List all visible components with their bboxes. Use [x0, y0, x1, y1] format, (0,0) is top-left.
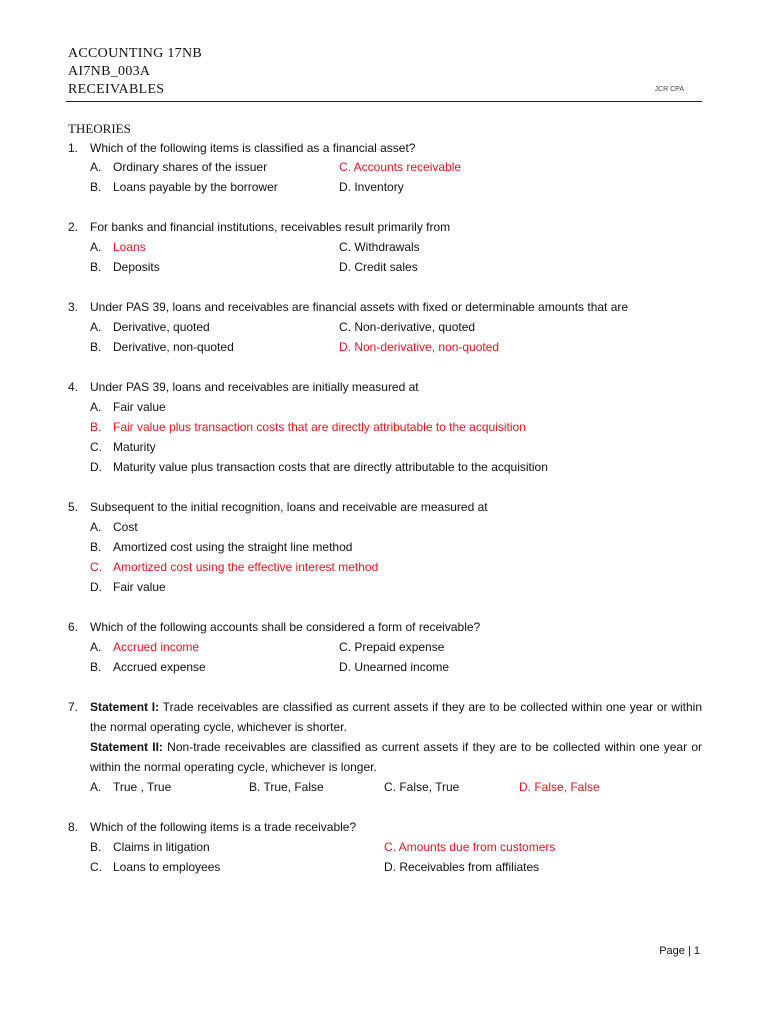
option-d: D. Unearned income	[339, 660, 450, 674]
option-b	[90, 257, 160, 277]
option-a	[90, 157, 267, 177]
question-number: 3.	[68, 300, 79, 314]
option-letter: D.	[90, 580, 102, 594]
option-text: Accrued expense	[113, 660, 206, 674]
question-1	[68, 138, 415, 158]
option-c-answer: C. Accounts receivable	[339, 160, 462, 174]
option-letter: C.	[90, 440, 102, 454]
question-text: Which of the following items is a trade receivable?	[90, 820, 357, 834]
option-d: D. Credit sales	[339, 260, 418, 274]
option-text: Accrued income	[113, 640, 200, 654]
option-text: Derivative, quoted	[113, 320, 210, 334]
option-b-answer	[90, 417, 526, 437]
question-number: 1.	[68, 141, 79, 155]
question-number: 8.	[68, 820, 79, 834]
statement-label: Statement II:	[90, 740, 163, 754]
option-text: Ordinary shares of the issuer	[113, 160, 268, 174]
option-text: Amortized cost using the straight line method	[113, 540, 353, 554]
question-text: For banks and financial institutions, receivables result primarily from	[90, 220, 451, 234]
option-letter: A.	[90, 240, 102, 254]
option-letter: A.	[90, 780, 102, 794]
option-letter: D.	[90, 460, 102, 474]
option-a-answer	[90, 237, 146, 257]
statement-text: Non-trade receivables are classified as current assets if they are to be collected within one year or within the normal operating cycle, whichever is longer.	[90, 740, 703, 774]
option-b: B. True, False	[249, 780, 324, 794]
option-c: C. Non-derivative, quoted	[339, 320, 476, 334]
option-c	[90, 437, 156, 457]
option-text: Deposits	[113, 260, 160, 274]
option-c: C. Prepaid expense	[339, 640, 445, 654]
option-a	[90, 777, 171, 797]
option-letter: B.	[90, 840, 102, 854]
question-4	[68, 377, 419, 397]
option-d	[90, 577, 166, 597]
question-text: Subsequent to the initial recognition, loans and receivable are measured at	[90, 500, 488, 514]
question-7-number	[68, 697, 90, 717]
option-d: D. Inventory	[339, 180, 404, 194]
option-text: Claims in litigation	[113, 840, 210, 854]
question-2	[68, 217, 450, 237]
option-text: Fair value plus transaction costs that are directly attributable to the acquisition	[113, 420, 526, 434]
option-text: True , True	[113, 780, 172, 794]
option-text: Loans payable by the borrower	[113, 180, 278, 194]
option-letter: A.	[90, 160, 102, 174]
option-text: Amortized cost using the effective interest method	[113, 560, 379, 574]
option-text: Loans to employees	[113, 860, 221, 874]
option-c-answer	[90, 557, 378, 577]
page-number: Page | 1	[659, 945, 700, 957]
statement-text: Trade receivables are classified as current assets if they are to be collected within one year or within the normal operating cycle, whichever is shorter.	[90, 700, 702, 734]
option-letter: A.	[90, 320, 102, 334]
section-title: THEORIES	[68, 121, 131, 136]
question-number: 5.	[68, 500, 79, 514]
option-letter: B.	[90, 340, 102, 354]
option-text: Maturity value plus transaction costs that are directly attributable to the acquisition	[113, 460, 548, 474]
option-d-answer: D. False, False	[519, 780, 600, 794]
author-mark: JCR CPA	[654, 86, 684, 93]
option-b	[90, 837, 210, 857]
question-6	[68, 617, 480, 637]
option-letter: A.	[90, 520, 102, 534]
statement-2	[90, 737, 702, 777]
option-b	[90, 537, 352, 557]
option-text: Derivative, non-quoted	[113, 340, 234, 354]
course-code: AI7NB_003A	[68, 64, 151, 79]
option-text: Maturity	[113, 440, 156, 454]
question-text: Which of the following items is classified as a financial asset?	[90, 141, 416, 155]
option-letter: A.	[90, 400, 102, 414]
option-letter: B.	[90, 660, 102, 674]
option-b	[90, 657, 206, 677]
topic-title: RECEIVABLES	[68, 82, 165, 97]
option-c: C. Withdrawals	[339, 240, 420, 254]
option-letter: B.	[90, 180, 102, 194]
option-d: D. Receivables from affiliates	[384, 860, 540, 874]
option-letter: A.	[90, 640, 102, 654]
option-a	[90, 397, 166, 417]
question-text: Which of the following accounts shall be considered a form of receivable?	[90, 620, 481, 634]
question-5	[68, 497, 488, 517]
option-a-answer	[90, 637, 199, 657]
option-text: Fair value	[113, 400, 166, 414]
option-c: C. False, True	[384, 780, 460, 794]
statement-label: Statement I:	[90, 700, 160, 714]
header-divider	[66, 101, 702, 102]
question-text: Under PAS 39, loans and receivables are initially measured at	[90, 380, 419, 394]
option-d	[90, 457, 548, 477]
option-c	[90, 857, 220, 877]
option-letter: B.	[90, 260, 102, 274]
option-a	[90, 317, 210, 337]
option-text: Fair value	[113, 580, 166, 594]
option-text: Loans	[113, 240, 146, 254]
option-letter: C.	[90, 860, 102, 874]
question-3	[68, 297, 628, 317]
option-letter: B.	[90, 420, 102, 434]
question-number: 4.	[68, 380, 79, 394]
option-d-answer: D. Non-derivative, non-quoted	[339, 340, 500, 354]
question-number: 7.	[68, 700, 79, 714]
option-letter: C.	[90, 560, 102, 574]
option-b	[90, 177, 278, 197]
statement-1	[90, 697, 702, 737]
question-number: 6.	[68, 620, 79, 634]
question-number: 2.	[68, 220, 79, 234]
option-c-answer: C. Amounts due from customers	[384, 840, 556, 854]
question-8	[68, 817, 356, 837]
option-a	[90, 517, 138, 537]
option-b	[90, 337, 234, 357]
course-title: ACCOUNTING 17NB	[68, 46, 202, 61]
question-text: Under PAS 39, loans and receivables are financial assets with fixed or determinable amounts that are	[90, 300, 629, 314]
option-text: Cost	[113, 520, 138, 534]
option-letter: B.	[90, 540, 102, 554]
